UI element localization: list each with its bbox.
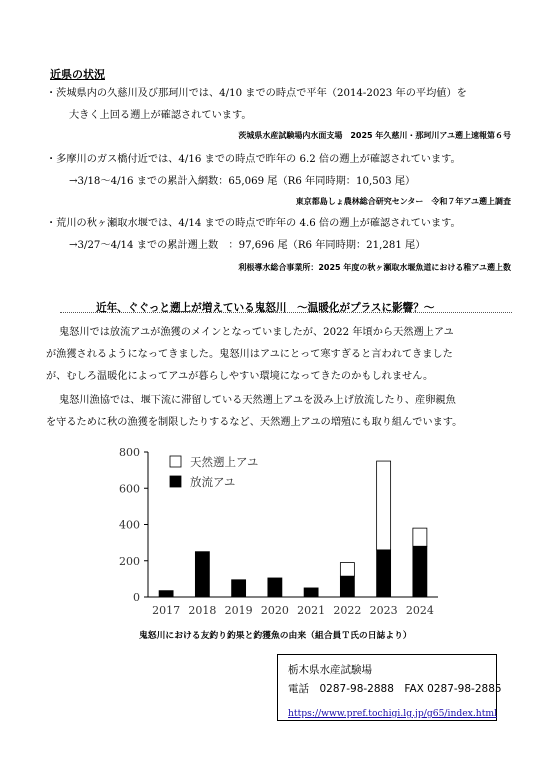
x-tick-label: 2018 — [188, 604, 217, 617]
x-tick-label: 2020 — [260, 604, 289, 617]
section-heading: 近県の状況 — [50, 68, 105, 81]
item-2-line2: →3/18～4/16 までの累計入網数：65,069 尾（R6 年同時期：10,503 尾） — [69, 176, 416, 187]
y-tick-label: 200 — [119, 554, 140, 568]
article-paragraph-line: が漁獲されるようになってきました。鬼怒川はアユにとって寒すぎると言われてきました — [46, 349, 453, 360]
article-paragraph-line: が、むしろ温暖化によってアユが暮らしやすい環境になってきたのかもしれません。 — [46, 371, 434, 382]
item-3-line1: ・荒川の秋ヶ瀬取水堰では、4/14 までの時点で昨年の 4.6 倍の遡上が確認されています。 — [46, 218, 461, 229]
bar-stocked-2023 — [377, 550, 391, 597]
contact-name: 栃木県水産試験場 — [288, 664, 372, 676]
item-1-line2: 大きく上回る遡上が確認されています。 — [69, 110, 252, 121]
article-paragraph-line: を守るために秋の漁獲を制限したりするなど、天然遡上アユの増殖にも取り組んでいます。 — [46, 417, 463, 428]
y-tick-label: 600 — [119, 482, 140, 496]
item-3-line2: →3/27～4/14 までの累計遡上数 ：97,696 尾（R6 年同時期：21,281 尾） — [69, 240, 426, 251]
item-1-line1: ・茨城県内の久慈川及び那珂川では、4/10 までの時点で平年（2014-2023 年の平均値）を — [46, 88, 467, 99]
legend-swatch — [170, 476, 181, 487]
item-2-line1: ・多摩川のガス橋付近では、4/16 までの時点で昨年の 6.2 倍の遡上が確認されています。 — [46, 154, 461, 165]
x-tick-label: 2023 — [369, 604, 398, 617]
bar-wild-2024 — [413, 528, 427, 546]
bar-stocked-2019 — [232, 580, 246, 597]
item-2-source: 東京都島しょ農林総合研究センター 令和７年アユ遡上調査 — [295, 197, 511, 206]
legend-label: 放流アユ — [190, 475, 236, 489]
x-tick-label: 2017 — [152, 604, 181, 617]
bar-stocked-2018 — [195, 552, 209, 597]
y-tick-label: 800 — [119, 446, 140, 459]
bar-stocked-2021 — [304, 588, 318, 597]
item-1-source: 茨城県水産試験場内水面支場 2025 年久慈川・那珂川アユ遡上速報第６号 — [238, 131, 511, 140]
article-paragraph-line: 鬼怒川では放流アユが漁獲のメインとなっていましたが、2022 年頃から天然遡上アユ — [59, 327, 454, 338]
chart-caption: 鬼怒川における友釣り釣果と釣獲魚の由来（組合員Ｔ氏の日誌より） — [139, 631, 412, 641]
x-tick-label: 2019 — [224, 604, 253, 617]
article-title: 近年、ぐぐっと遡上が増えている鬼怒川 ～温暖化がプラスに影響？～ — [96, 302, 435, 314]
y-tick-label: 0 — [133, 591, 140, 604]
legend-swatch — [170, 456, 181, 467]
y-tick-label: 400 — [119, 518, 140, 532]
article-paragraph-line: 鬼怒川漁協では、堰下流に滞留している天然遡上アユを汲み上げ放流したり、産卵親魚 — [59, 395, 456, 406]
legend-label: 天然遡上アユ — [190, 455, 259, 469]
x-tick-label: 2021 — [297, 604, 326, 617]
x-tick-label: 2024 — [405, 604, 434, 617]
bar-wild-2022 — [340, 563, 354, 577]
contact-url-link[interactable]: https://www.pref.tochigi.lg.jp/g65/index.html — [288, 708, 498, 719]
contact-phone: 電話 0287-98-2888 FAX 0287-98-2885 — [288, 683, 502, 695]
bar-wild-2023 — [377, 461, 391, 550]
bar-stocked-2024 — [413, 546, 427, 597]
contact-box — [277, 654, 502, 721]
x-tick-label: 2022 — [333, 604, 362, 617]
bar-chart — [100, 440, 450, 620]
bar-stocked-2022 — [340, 576, 354, 597]
item-3-source: 利根導水総合事業所：2025 年度の秋ヶ瀬取水堰魚道における稚アユ遡上数 — [238, 263, 511, 272]
bar-stocked-2017 — [159, 591, 173, 597]
bar-stocked-2020 — [268, 578, 282, 597]
